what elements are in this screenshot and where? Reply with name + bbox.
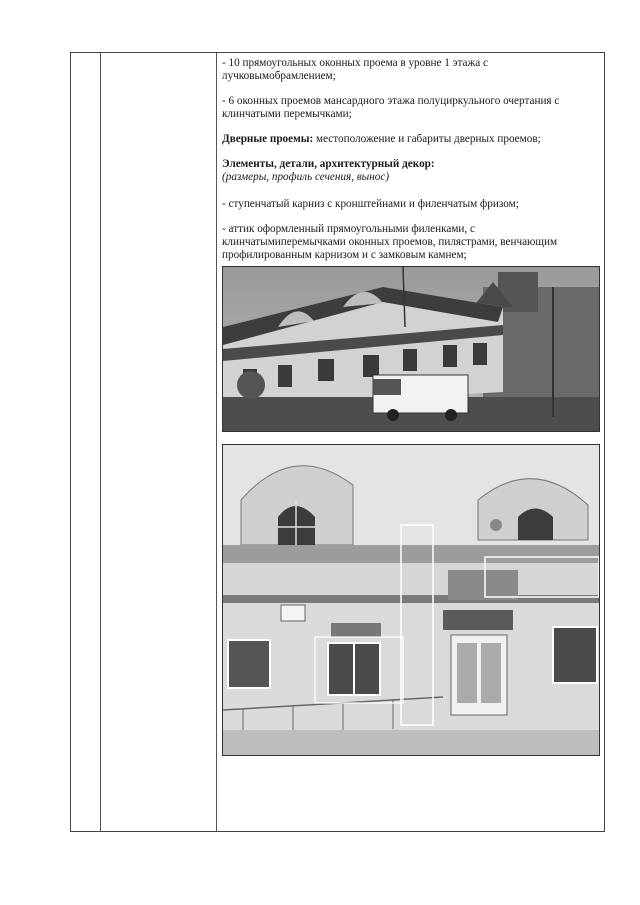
doors-line [222,133,600,146]
table-column-divider-1 [100,53,101,831]
decor-item-1: - ступенчатый карниз с кронштейнами и филенчатым фризом; [222,198,519,210]
decor-item-2: - аттик оформленный прямоугольными филенками, с клинчатымиперемычками оконных проемов, пилястрами, венчающим профилированным карнизом и с замковым камнем; [222,223,558,261]
elements-heading: Элементы, детали, архитектурный декор: [222,158,435,170]
building-facade-photo [222,444,600,756]
window-item-1: - 10 прямоугольных оконных проема в уровне 1 этажа с лучковымобрамлением; [222,57,488,82]
doors-text: местоположение и габариты дверных проемов; [313,133,541,145]
window-item-2: - 6 оконных проемов мансардного этажа полуциркульного очертания с клинчатыми перемычками; [222,95,560,120]
document-table [70,52,605,832]
building-street-photo-graphic [223,267,600,432]
elements-block [222,158,600,184]
table-column-divider-2 [216,53,217,831]
building-facade-photo-graphic [223,445,600,756]
doors-label: Дверные проемы: [222,133,314,145]
building-street-photo [222,266,600,432]
elements-subheading: (размеры, профиль сечения, вынос) [222,171,390,183]
description-cell [222,57,600,756]
